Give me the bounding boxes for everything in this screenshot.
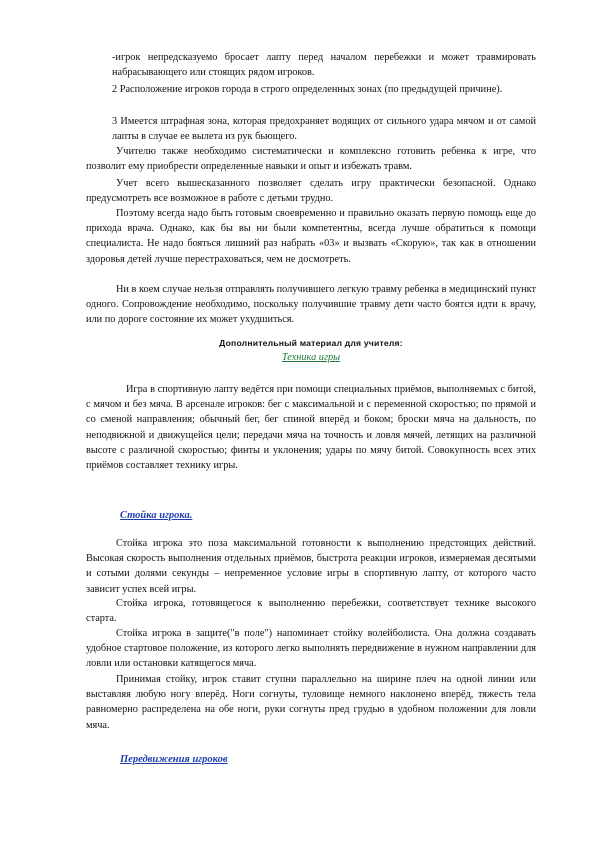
paragraph-safety: Учет всего вышесказанного позволяет сделать игру практически безопасной. Однако предусмотреть все возможное в работе с детьми трудно. (86, 178, 536, 205)
paragraph-teacher-prep: Учителю также необходимо систематически и комплексно готовить ребенка к игре, что позволит ему приобрести определенные навыки и опыт и избежать травм. (86, 146, 536, 173)
paragraph-stance-position: Принимая стойку, игрок ставит ступни параллельно на ширине плеч на одной линии или выставляя любую ногу вперёд. Ноги согнуты, туловище немного наклонено вперёд, тяжесть тела равномерно распределена на обе ноги, руки согнуты пред грудью в удобном положении для ловли мяча. (86, 674, 536, 731)
section-title-technique: Техника игры (281, 352, 341, 363)
paragraph-list-item-1: -игрок непредсказуемо бросает лапту перед началом перебежки и может травмировать набрасывающего или стоящих рядом игроков. (112, 52, 536, 79)
paragraph-first-aid: Поэтому всегда надо быть готовым своевременно и правильно оказать первую помощь еще до прихода врача. Однако, как бы вы ни были компетентны, всегда лучше обратиться к помощи специалиста. Не надо бояться лишний раз набрать «03» и вызвать «Скорую», так как в отношении здоровья детей лучше перестраховаться, чем не досмотреть. (86, 208, 536, 265)
paragraph-stance-run: Стойка игрока, готовящегося к выполнению перебежки, соответствует технике высокого старта. (86, 598, 536, 625)
heading-player-stance: Стойка игрока. (120, 510, 193, 521)
paragraph-escort: Ни в коем случае нельзя отправлять получившего легкую травму ребенка в медицинский пункт одного. Сопровождение необходимо, поскольку получившие травму дети часто боятся идти к врачу, или по дороге состояние их может ухудшиться. (86, 284, 536, 326)
paragraph-stance-defense: Стойка игрока в защите("в поле") напоминает стойку волейболиста. Она должна создавать удобное стартовое положение, из которого легко выполнять передвижение в нужном направлении для ловли или остановки катящегося мяча. (86, 628, 536, 670)
heading-player-movement: Передвижения игроков (120, 754, 228, 765)
extra-material-title: Дополнительный материал для учителя: (219, 338, 403, 348)
paragraph-stance-definition: Стойка игрока это поза максимальной готовности к выполнению предстоящих действий. Высокая скорость выполнения отдельных приёмов, быстрота реакции игроков, измеряемая десятыми и сотыми долями секунды – непременное условие игры в спортивную лапту, от которого часто зависит успех всей игры. (86, 538, 536, 595)
paragraph-technique: Игра в спортивную лапту ведётся при помощи специальных приёмов, выполняемых с битой, с мячом и без мяча. В арсенале игроков: бег с максимальной и с переменной скоростью; по прямой и со сменой направления; обычный бег, бег спиной вперёд и боком; броски мяча на дальность, по неподвижной и движущейся цели; передачи мяча на точность и ловля мячей, летящих на различной высоте с различной скоростью; финты и уклонения; удары по мячу битой. Совокупность всех этих приёмов составляет технику игры. (86, 384, 536, 472)
paragraph-list-item-2: 2 Расположение игроков города в строго определенных зонах (по предыдущей причине). (112, 84, 503, 95)
paragraph-list-item-3: 3 Имеется штрафная зона, которая предохраняет водящих от сильного удара мячом и от самой лапты в случае ее вылета из рук бьющего. (112, 116, 536, 143)
